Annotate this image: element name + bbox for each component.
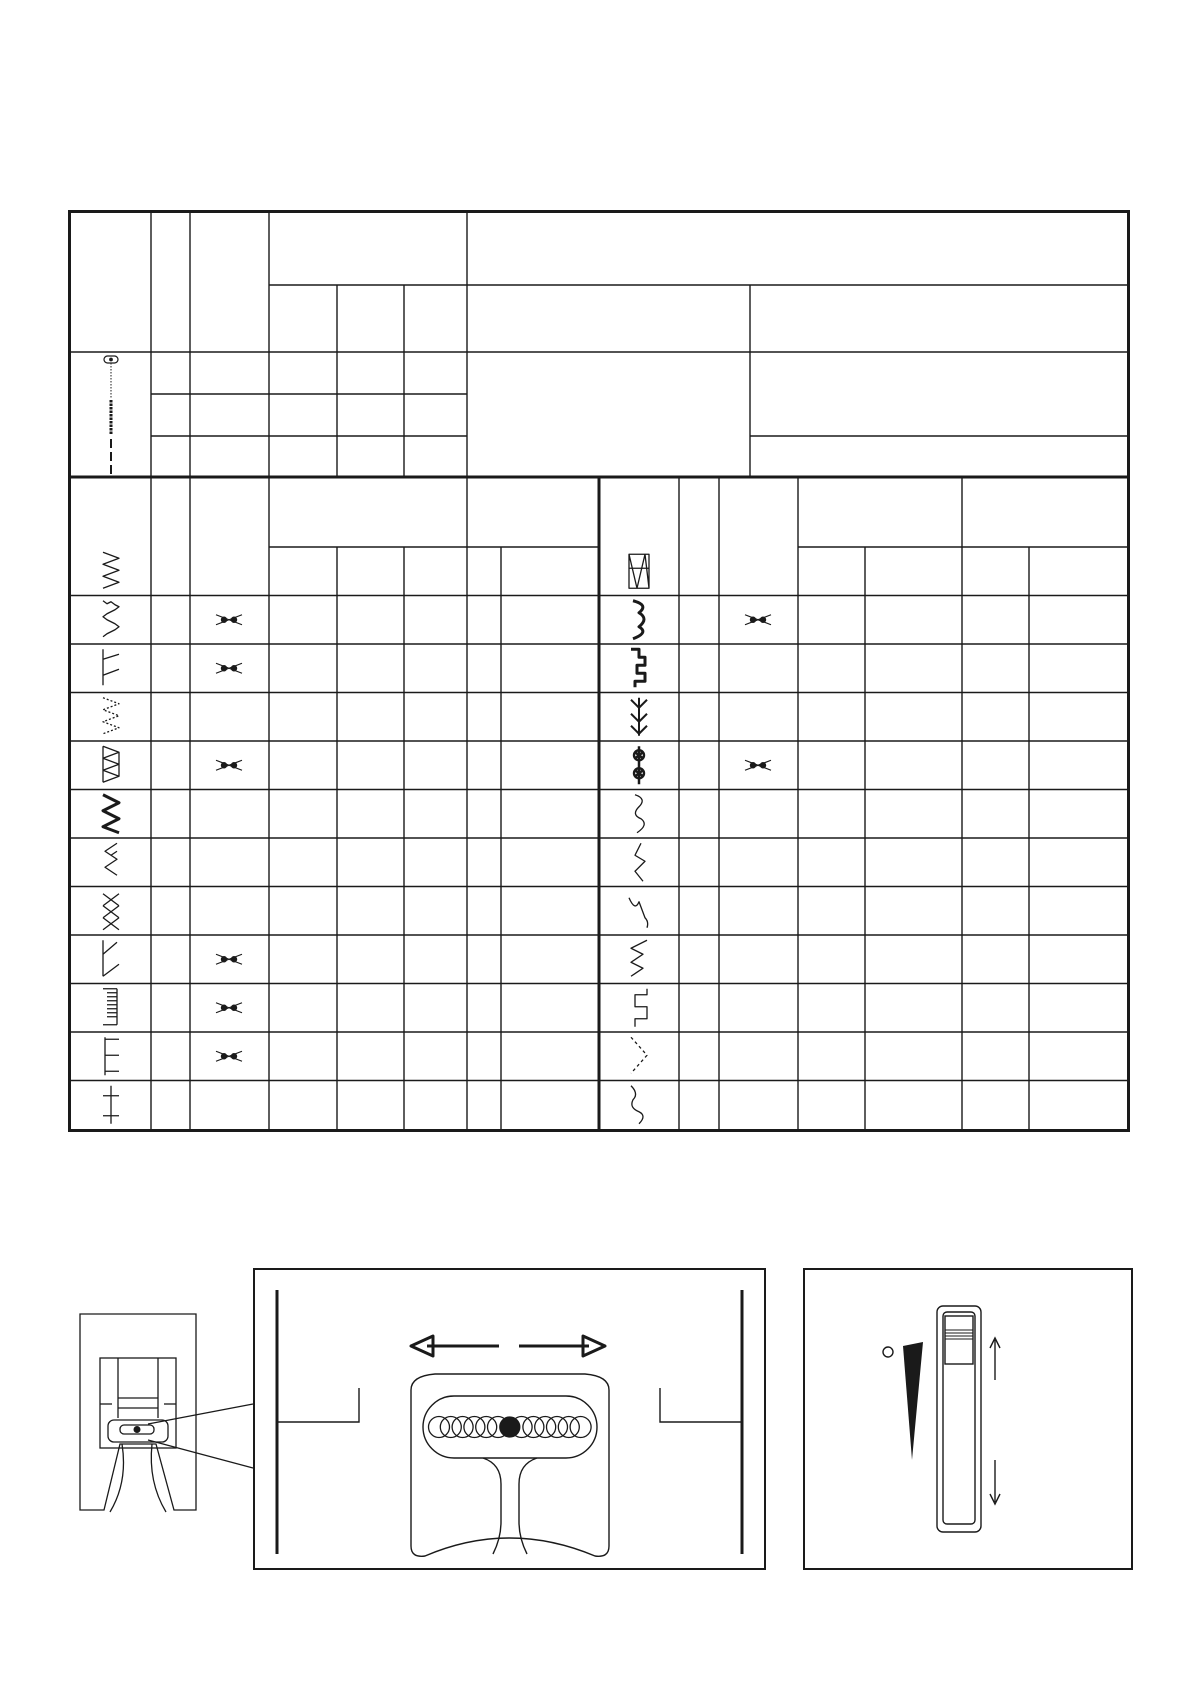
stitch-length-slider-icon — [805, 1270, 1131, 1568]
needle-position-hole — [558, 1417, 579, 1438]
needle-position-hole — [464, 1417, 485, 1438]
stitch-length-slider-panel — [803, 1268, 1133, 1570]
needle-position-holes — [429, 1417, 592, 1438]
needle-position-hole — [476, 1417, 497, 1438]
needle-position-hole — [547, 1417, 568, 1438]
needle-position-hole — [523, 1417, 544, 1438]
needle-position-panel — [253, 1268, 766, 1570]
needle-position-hole — [440, 1417, 461, 1438]
needle-position-hole — [452, 1417, 473, 1438]
needle-position-dial-icon — [255, 1270, 764, 1568]
stitch-length-wedge-icon — [903, 1342, 923, 1460]
needle-position-hole — [429, 1417, 450, 1438]
needle-position-hole — [570, 1417, 591, 1438]
needle-position-hole — [535, 1417, 556, 1438]
selected-needle-position — [500, 1417, 520, 1437]
